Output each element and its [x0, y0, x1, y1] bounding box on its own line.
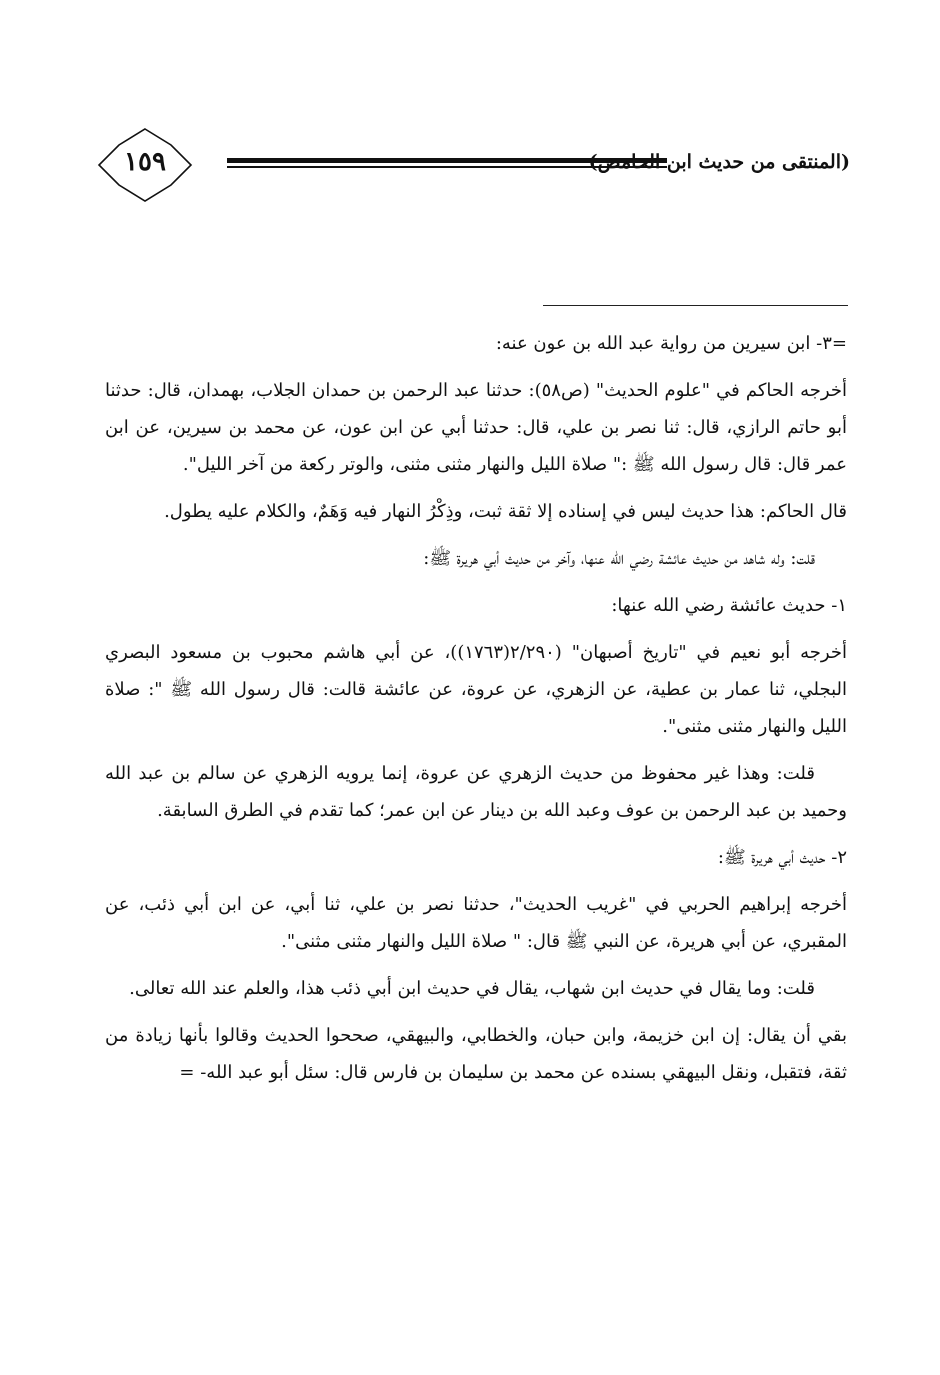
- paragraph: قلت: وله شاهد من حديث عائشة رضي الله عنها، وآخر من حديث أبي هريرة ﷺ:: [423, 548, 815, 569]
- page-header: [95, 125, 850, 205]
- paragraph: أخرجه أبو نعيم في "تاريخ أصبهان" (٢/٢٩٠(١٧٦٣))، عن أبي هاشم محبوب بن مسعود البصري البجلي، ثنا عمار بن عطية، عن الزهري، عن عروة، عن عائشة قالت: قال رسول الله ﷺ ": صلاة الليل والنهار مثنى مثنى".: [105, 642, 847, 737]
- paragraph: قلت: وهذا غير محفوظ من حديث الزهري عن عروة، إنما يرويه الزهري عن سالم بن عبد الله وحميد بن عبد الرحمن بن عوف وعبد الله بن دينار عن ابن عمر؛ كما تقدم في الطرق السابقة.: [105, 763, 847, 821]
- footnote-separator: [543, 305, 848, 306]
- section-heading: ١- حديث عائشة رضي الله عنها:: [611, 595, 847, 616]
- paragraph: بقي أن يقال: إن ابن خزيمة، وابن حبان، والخطابي، والبيهقي، صححوا الحديث وقالوا بأنها زيادة من ثقة، فتقبل، ونقل البيهقي بسنده عن محمد بن سليمان بن فارس قال: سئل أبو عبد الله- =: [105, 1025, 847, 1083]
- paragraph: قال الحاكم: هذا حديث ليس في إسناده إلا ثقة ثبت، وذِكْرُ النهار فيه وَهَمٌ، والكلام عليه يطول.: [164, 501, 847, 522]
- section-heading: ٢- حديث أبي هريرة ﷺ:: [717, 847, 847, 868]
- page-number-badge: [95, 125, 195, 205]
- paragraph: قلت: وما يقال في حديث ابن شهاب، يقال في حديث ابن أبي ذئب هذا، والعلم عند الله تعالى.: [129, 978, 815, 999]
- footnote-body: [105, 325, 847, 1101]
- running-title: (المنتقى من حديث ابن الحامض): [588, 151, 850, 173]
- paragraph: أخرجه الحاكم في "علوم الحديث" (ص٥٨): حدثنا عبد الرحمن بن حمدان الجلاب، بهمدان، قال: حدثنا أبو حاتم الرازي، قال: ثنا نصر بن علي، قال: حدثنا أبي عن ابن عون، عن محمد بن سيرين، عن ابن عمر قال: قال رسول الله ﷺ :" صلاة الليل والنهار مثنى مثنى، والوتر ركعة من آخر الليل".: [105, 380, 847, 475]
- paragraph: أخرجه إبراهيم الحربي في "غريب الحديث"، حدثنا نصر بن علي، ثنا أبي، عن ابن أبي ذئب، عن المقبري، عن أبي هريرة، عن النبي ﷺ قال: " صلاة الليل والنهار مثنى مثنى".: [105, 894, 847, 952]
- page-number: ١٥٩: [124, 147, 166, 177]
- paragraph: =٣- ابن سيرين من رواية عبد الله بن عون عنه:: [495, 333, 847, 354]
